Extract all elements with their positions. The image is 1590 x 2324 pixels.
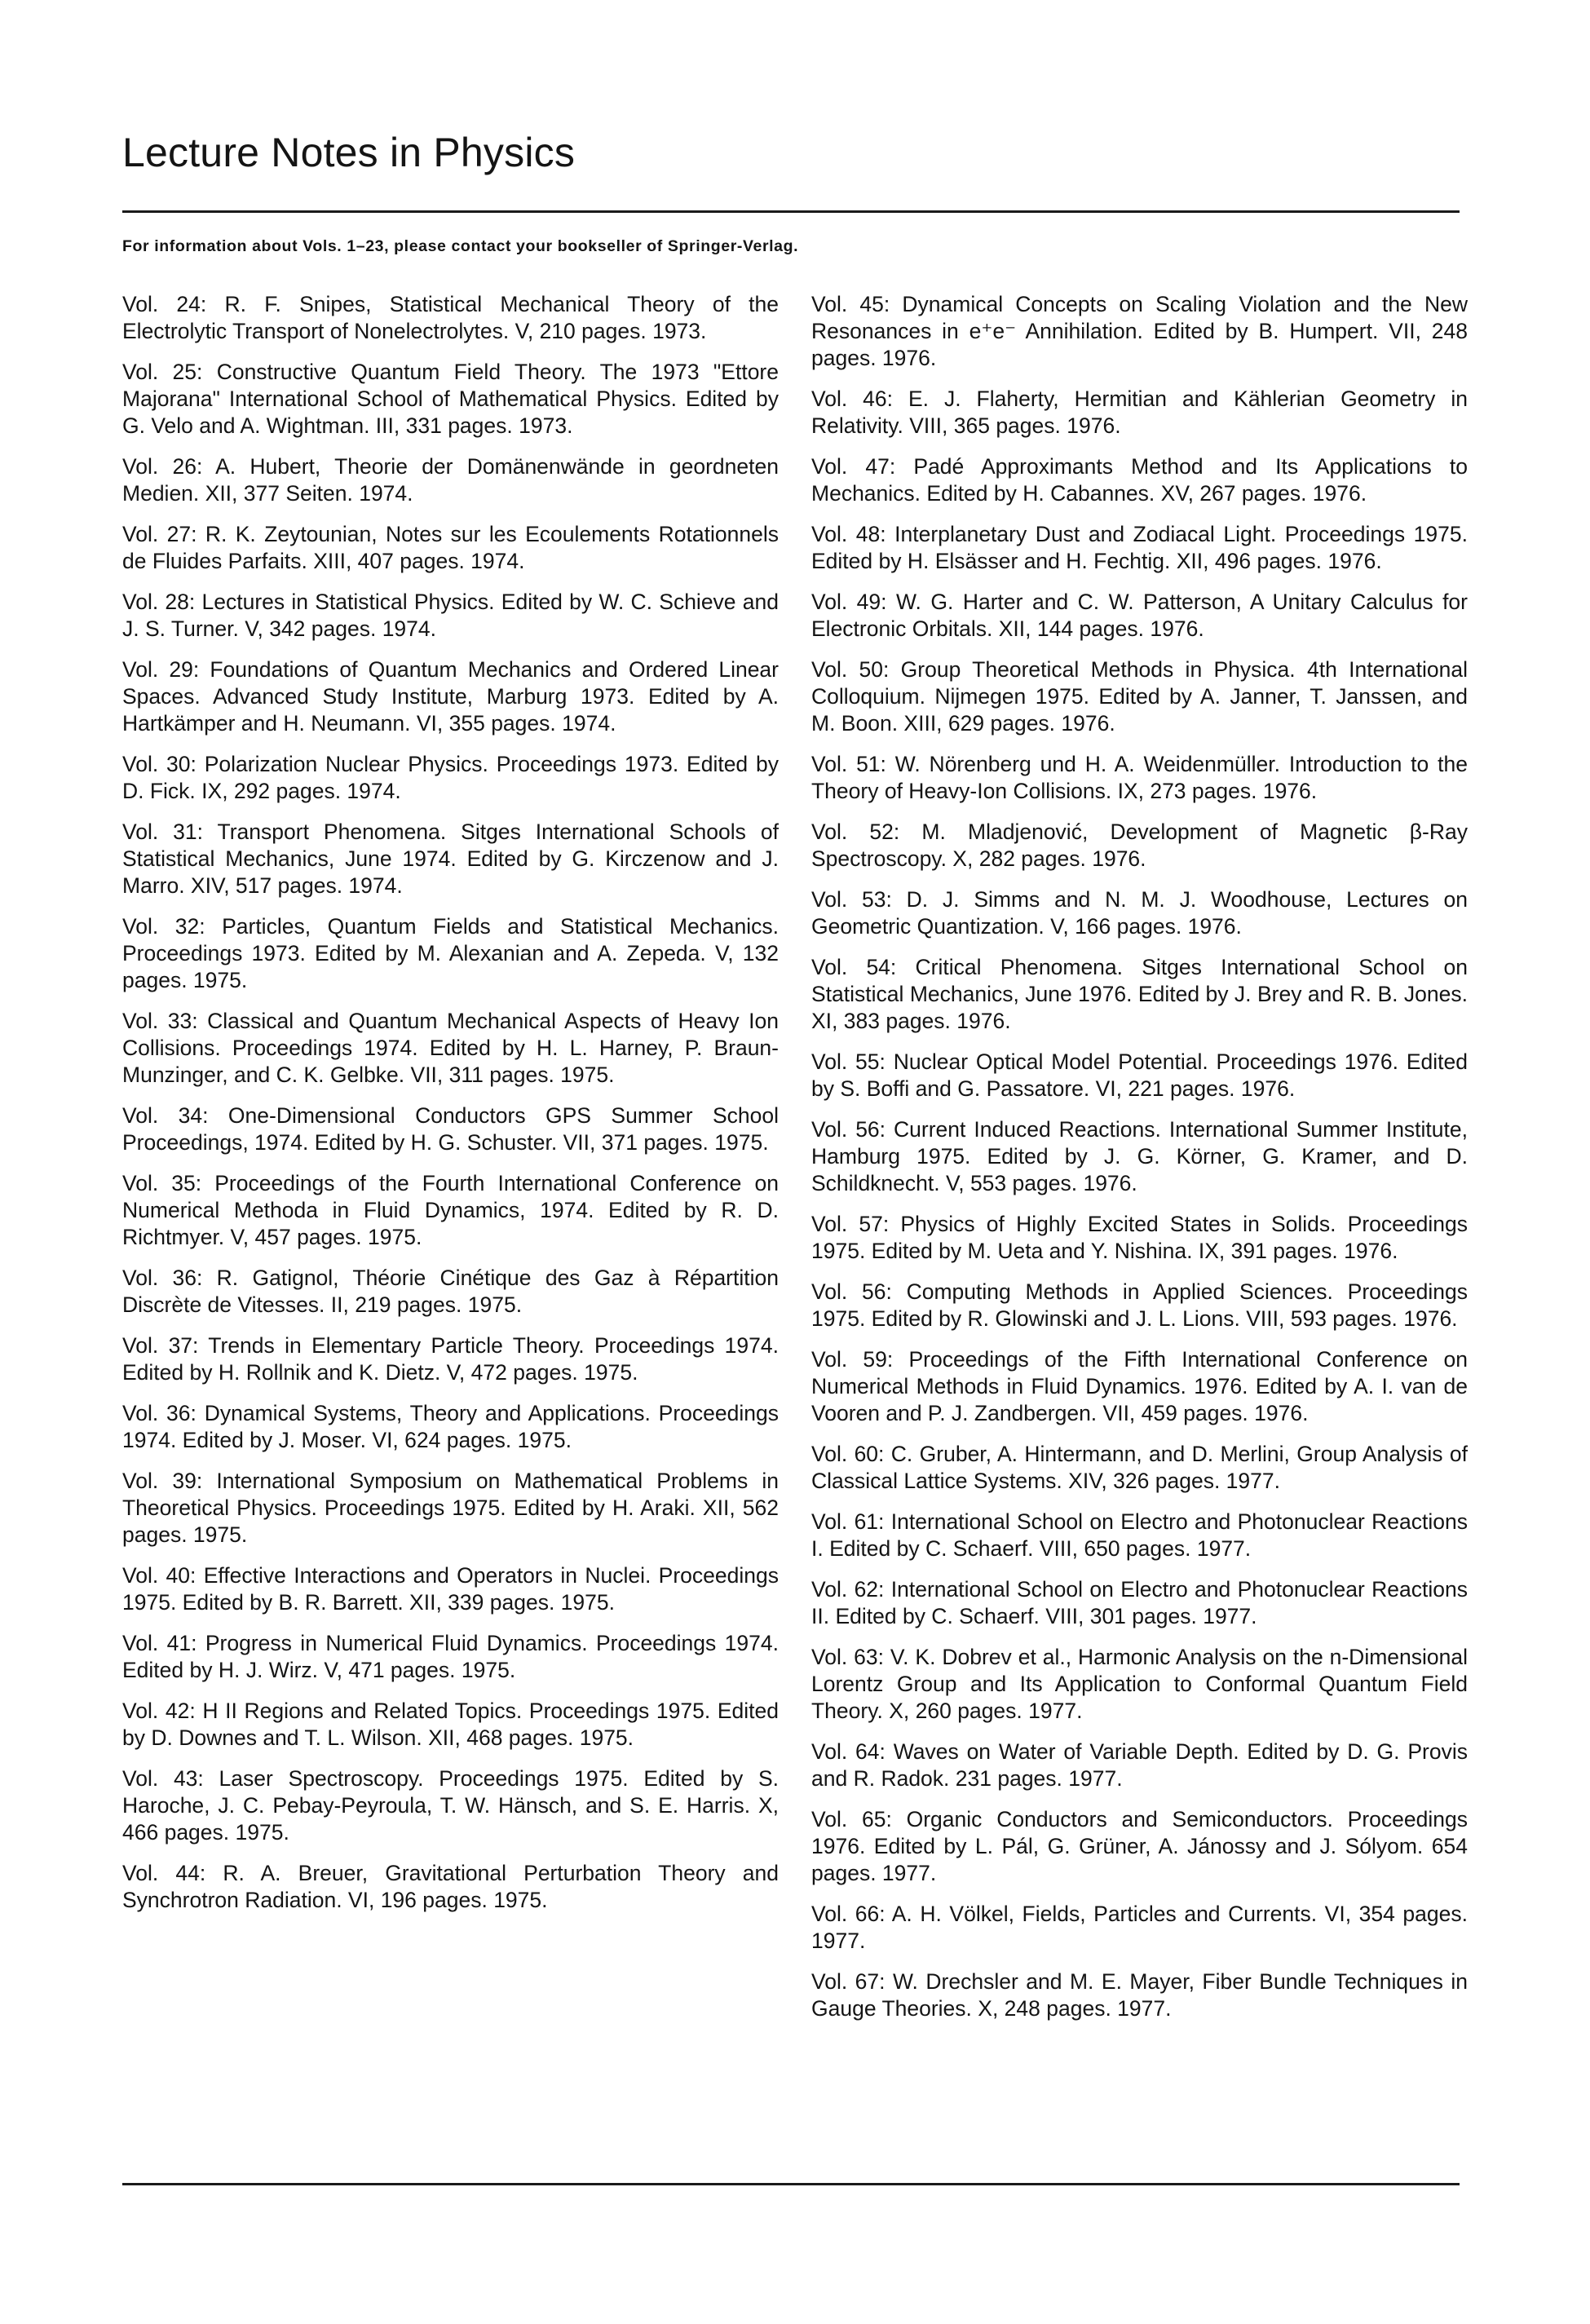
- volume-entry-55: Vol. 55: Nuclear Optical Model Potential. Proceedings 1976. Edited by S. Boffi and G. Passatore. VI, 221 pages. 1976.: [811, 1049, 1468, 1101]
- volume-entry-41: Vol. 41: Progress in Numerical Fluid Dynamics. Proceedings 1974. Edited by H. J. Wirz. V, 471 pages. 1975.: [122, 1631, 779, 1682]
- page-title: Lecture Notes in Physics: [122, 130, 576, 175]
- volume-entry-39: Vol. 39: International Symposium on Mathematical Problems in Theoretical Physics. Proceedings 1975. Edited by H. Araki. XII, 562 pages. 1975.: [122, 1469, 779, 1547]
- volume-entry-57: Vol. 57: Physics of Highly Excited States in Solids. Proceedings 1975. Edited by M. Ueta and Y. Nishina. IX, 391 pages. 1976.: [811, 1212, 1468, 1263]
- volume-entry-61: Vol. 61: International School on Electro and Photonuclear Reactions I. Edited by C. Schaerf. VIII, 650 pages. 1977.: [811, 1509, 1468, 1561]
- volume-entry-29: Vol. 29: Foundations of Quantum Mechanics and Ordered Linear Spaces. Advanced Study Institute, Marburg 1973. Edited by A. Hartkämper and H. Neumann. VI, 355 pages. 1974.: [122, 657, 779, 736]
- volume-entry-24: Vol. 24: R. F. Snipes, Statistical Mechanical Theory of the Electrolytic Transport of Nonelectrolytes. V, 210 pages. 1973.: [122, 292, 779, 343]
- volume-entry-38: Vol. 36: Dynamical Systems, Theory and Applications. Proceedings 1974. Edited by J. Moser. VI, 624 pages. 1975.: [122, 1401, 779, 1452]
- volume-entry-28: Vol. 28: Lectures in Statistical Physics. Edited by W. C. Schieve and J. S. Turner. V, 342 pages. 1974.: [122, 590, 779, 641]
- volume-entry-52: Vol. 52: M. Mladjenović, Development of Magnetic β-Ray Spectroscopy. X, 282 pages. 1976.: [811, 820, 1468, 871]
- volume-entry-48: Vol. 48: Interplanetary Dust and Zodiacal Light. Proceedings 1975. Edited by H. Elsässer and H. Fechtig. XII, 496 pages. 1976.: [811, 522, 1468, 573]
- volume-entry-64: Vol. 64: Waves on Water of Variable Depth. Edited by D. G. Provis and R. Radok. 231 pages. 1977.: [811, 1739, 1468, 1791]
- volume-entry-27: Vol. 27: R. K. Zeytounian, Notes sur les Ecoulements Rotationnels de Fluides Parfaits. XIII, 407 pages. 1974.: [122, 522, 779, 573]
- volume-entry-35: Vol. 35: Proceedings of the Fourth International Conference on Numerical Methoda in Fluid Dynamics, 1974. Edited by R. D. Richtmyer. V, 457 pages. 1975.: [122, 1171, 779, 1249]
- volume-entry-58: Vol. 56: Computing Methods in Applied Sciences. Proceedings 1975. Edited by R. Glowinski and J. L. Lions. VIII, 593 pages. 1976.: [811, 1279, 1468, 1331]
- volume-entry-49: Vol. 49: W. G. Harter and C. W. Patterson, A Unitary Calculus for Electronic Orbitals. XII, 144 pages. 1976.: [811, 590, 1468, 641]
- volume-entry-40: Vol. 40: Effective Interactions and Operators in Nuclei. Proceedings 1975. Edited by B. R. Barrett. XII, 339 pages. 1975.: [122, 1563, 779, 1615]
- volume-entry-59: Vol. 59: Proceedings of the Fifth International Conference on Numerical Methods in Fluid Dynamics. 1976. Edited by A. I. van de Vooren and P. J. Zandbergen. VII, 459 pages. 1976.: [811, 1347, 1468, 1425]
- volume-entry-42: Vol. 42: H II Regions and Related Topics. Proceedings 1975. Edited by D. Downes and T. L. Wilson. XII, 468 pages. 1975.: [122, 1699, 779, 1750]
- volume-entry-33: Vol. 33: Classical and Quantum Mechanical Aspects of Heavy Ion Collisions. Proceedings 1974. Edited by H. L. Harney, P. Braun-Munzinger, and C. K. Gelbke. VII, 311 pages. 1975.: [122, 1009, 779, 1087]
- volume-entry-63: Vol. 63: V. K. Dobrev et al., Harmonic Analysis on the n-Dimensional Lorentz Group and Its Application to Conformal Quantum Field Theory. X, 260 pages. 1977.: [811, 1645, 1468, 1723]
- volume-entry-37: Vol. 37: Trends in Elementary Particle Theory. Proceedings 1974. Edited by H. Rollnik and K. Dietz. V, 472 pages. 1975.: [122, 1333, 779, 1385]
- volume-entry-47: Vol. 47: Padé Approximants Method and Its Applications to Mechanics. Edited by H. Cabannes. XV, 267 pages. 1976.: [811, 454, 1468, 506]
- volume-entry-25: Vol. 25: Constructive Quantum Field Theory. The 1973 "Ettore Majorana" International School of Mathematical Physics. Edited by G. Velo and A. Wightman. III, 331 pages. 1973.: [122, 360, 779, 438]
- volume-entry-36: Vol. 36: R. Gatignol, Théorie Cinétique des Gaz à Répartition Discrète de Vitesses. II, 219 pages. 1975.: [122, 1266, 779, 1317]
- volume-entry-26: Vol. 26: A. Hubert, Theorie der Domänenwände in geordneten Medien. XII, 377 Seiten. 1974.: [122, 454, 779, 506]
- volume-entry-45: Vol. 45: Dynamical Concepts on Scaling Violation and the New Resonances in e⁺e⁻ Annihilation. Edited by B. Humpert. VII, 248 pages. 1976.: [811, 292, 1468, 370]
- volume-entry-44: Vol. 44: R. A. Breuer, Gravitational Perturbation Theory and Synchrotron Radiation. VI, 196 pages. 1975.: [122, 1861, 779, 1912]
- right-column: [811, 291, 1468, 2036]
- volume-entry-51: Vol. 51: W. Nörenberg und H. A. Weidenmüller. Introduction to the Theory of Heavy-Ion Collisions. IX, 273 pages. 1976.: [811, 752, 1468, 803]
- left-column: [122, 291, 779, 1928]
- volume-entry-46: Vol. 46: E. J. Flaherty, Hermitian and Kählerian Geometry in Relativity. VIII, 365 pages. 1976.: [811, 387, 1468, 438]
- volume-entry-62: Vol. 62: International School on Electro and Photonuclear Reactions II. Edited by C. Schaerf. VIII, 301 pages. 1977.: [811, 1577, 1468, 1628]
- volume-entry-54: Vol. 54: Critical Phenomena. Sitges International School on Statistical Mechanics, June 1976. Edited by J. Brey and R. B. Jones. XI, 383 pages. 1976.: [811, 955, 1468, 1033]
- info-note: For information about Vols. 1–23, please contact your bookseller of Springer-Verlag.: [122, 237, 799, 255]
- volume-entry-56: Vol. 56: Current Induced Reactions. International Summer Institute, Hamburg 1975. Edited by J. G. Körner, G. Kramer, and D. Schildknecht. V, 553 pages. 1976.: [811, 1117, 1468, 1195]
- volume-entry-32: Vol. 32: Particles, Quantum Fields and Statistical Mechanics. Proceedings 1973. Edited by M. Alexanian and A. Zepeda. V, 132 pages. 1975.: [122, 914, 779, 992]
- volume-entry-67: Vol. 67: W. Drechsler and M. E. Mayer, Fiber Bundle Techniques in Gauge Theories. X, 248 pages. 1977.: [811, 1969, 1468, 2021]
- volume-entry-66: Vol. 66: A. H. Völkel, Fields, Particles and Currents. VI, 354 pages. 1977.: [811, 1902, 1468, 1953]
- volume-entry-65: Vol. 65: Organic Conductors and Semiconductors. Proceedings 1976. Edited by L. Pál, G. Grüner, A. Jánossy and J. Sólyom. 654 pages. 1977.: [811, 1807, 1468, 1885]
- volume-entry-30: Vol. 30: Polarization Nuclear Physics. Proceedings 1973. Edited by D. Fick. IX, 292 pages. 1974.: [122, 752, 779, 803]
- volume-entry-31: Vol. 31: Transport Phenomena. Sitges International Schools of Statistical Mechanics, June 1974. Edited by G. Kirczenow and J. Marro. XIV, 517 pages. 1974.: [122, 820, 779, 898]
- volume-entry-50: Vol. 50: Group Theoretical Methods in Physica. 4th International Colloquium. Nijmegen 1975. Edited by A. Janner, T. Janssen, and M. Boon. XIII, 629 pages. 1976.: [811, 657, 1468, 736]
- top-divider: [122, 210, 1460, 213]
- volume-entry-60: Vol. 60: C. Gruber, A. Hintermann, and D. Merlini, Group Analysis of Classical Lattice Systems. XIV, 326 pages. 1977.: [811, 1442, 1468, 1493]
- volume-entry-43: Vol. 43: Laser Spectroscopy. Proceedings 1975. Edited by S. Haroche, J. C. Pebay-Peyroula, T. W. Hänsch, and S. E. Harris. X, 466 pages. 1975.: [122, 1766, 779, 1845]
- bottom-divider: [122, 2183, 1460, 2185]
- volume-entry-53: Vol. 53: D. J. Simms and N. M. J. Woodhouse, Lectures on Geometric Quantization. V, 166 pages. 1976.: [811, 887, 1468, 939]
- volume-entry-34: Vol. 34: One-Dimensional Conductors GPS Summer School Proceedings, 1974. Edited by H. G. Schuster. VII, 371 pages. 1975.: [122, 1103, 779, 1155]
